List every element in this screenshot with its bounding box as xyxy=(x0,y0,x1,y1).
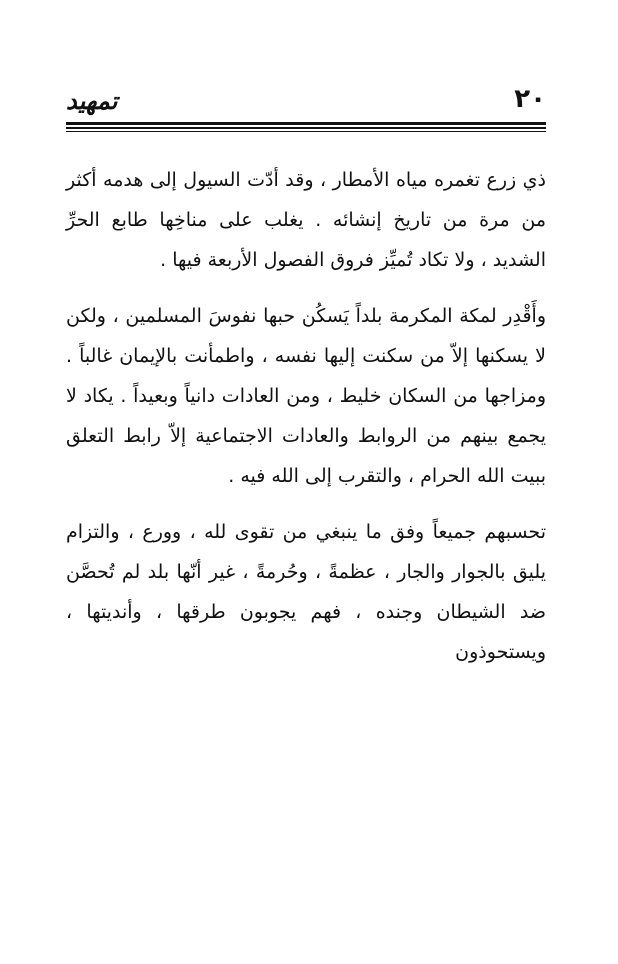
header-rule-thin xyxy=(66,131,546,132)
running-title: تمهيد xyxy=(66,86,118,115)
page-header xyxy=(66,84,546,124)
page-number: ٢٠ xyxy=(514,84,546,114)
paragraph-2: وأَقْدِر لمكة المكرمة بلداً يَسكُن حبها نفوسَ المسلمين ، ولكن لا يسكنها إلاّ من سكنت إليها نفسه ، واطمأنت بالإيمان غالباً . ومزاجها من السكان خليط ، ومن العادات دانياً وبعيداً . يكاد لا يجمع بينهم من الروابط والعادات الاجتماعية إلاّ رابط التعلق ببيت الله الحرام ، والتقرب إلى الله فيه . xyxy=(66,305,546,487)
header-rule-middle xyxy=(66,127,546,129)
paragraph-1: ذي زرع تغمره مياه الأمطار ، وقد أدّت السيول إلى هدمه أكثر من مرة من تاريخ إنشائه . يغلب على مناخِها طابع الحرِّ الشديد ، ولا تكاد تُميِّز فروق الفصول الأربعة فيها . xyxy=(66,169,546,271)
header-rule-thick xyxy=(66,122,546,125)
paragraph-3: تحسبهم جميعاً وفق ما ينبغي من تقوى لله ، وورع ، والتزام يليق بالجوار والجار ، عظمةً ، وحُرمةً ، غير أنّها بلد لم تُحصَّن ضد الشيطان وجنده ، فهم يجوبون طرقها ، وأنديتها ، ويستحوذون xyxy=(66,521,546,663)
body-text xyxy=(66,160,546,672)
